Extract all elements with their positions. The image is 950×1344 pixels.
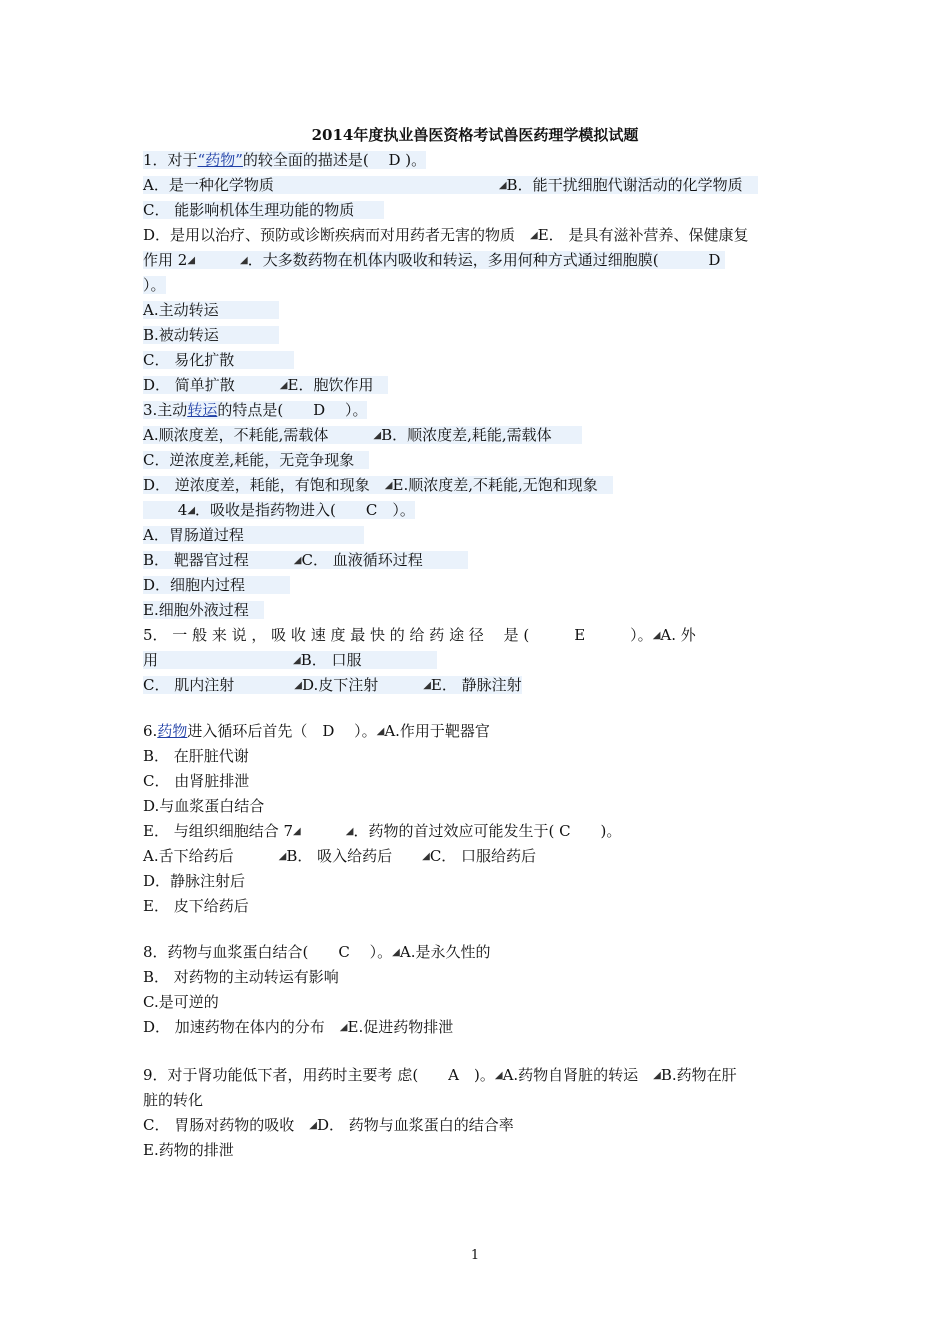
line-content (143, 301, 279, 319)
line-text (195, 251, 240, 269)
anchor-marker-icon: ◢ (652, 630, 661, 641)
line-text: E． 静脉注射 (430, 676, 522, 694)
line-text: B.被动转运 (143, 326, 279, 344)
line-content (143, 401, 367, 419)
document-title: 2014年度执业兽医资格考试兽医药理学模拟试题 (311, 126, 639, 144)
line-content (143, 1066, 737, 1084)
line-content (143, 476, 613, 494)
line-text: A．胃肠道过程 (143, 526, 364, 544)
text-line (143, 675, 522, 697)
line-content (143, 747, 249, 765)
text-line (143, 325, 279, 347)
line-text: A.顺浓度差，不耗能,需载体 (143, 426, 374, 444)
text-line (143, 175, 758, 197)
line-text: D．细胞内过程 (143, 576, 291, 594)
text-line (143, 400, 367, 422)
line-text: 用 (143, 651, 294, 669)
line-text: D． 逆浓度差，耗能，有饱和现象 (143, 476, 385, 494)
line-content (143, 993, 219, 1011)
line-text: D．是用以治疗、预防或诊断疾病而对用药者无害的物质 (143, 226, 531, 244)
line-text: A.主动转运 (143, 301, 279, 319)
anchor-marker-icon: ◢ (498, 180, 507, 191)
text-line (143, 375, 388, 397)
line-content (143, 351, 294, 369)
line-text: B． 吸入给药后 (286, 847, 423, 865)
anchor-marker-icon: ◢ (294, 680, 302, 691)
line-text: 5． 一 般 来 说 ， 吸 收 速 度 最 快 的 给 药 途 径 是 ( E ）。 (143, 626, 653, 644)
text-line (143, 550, 468, 572)
line-text (301, 822, 346, 840)
anchor-marker-icon: ◢ (422, 851, 430, 862)
line-content (143, 601, 264, 619)
line-content (143, 526, 364, 544)
text-line (143, 846, 536, 868)
line-content (143, 968, 339, 986)
line-content (143, 872, 245, 890)
line-text: D．静脉注射后 (143, 872, 246, 890)
line-content (143, 1116, 514, 1134)
text-line (143, 650, 437, 672)
line-content (143, 426, 582, 444)
line-text: 的较全面的描述是( D )。 (242, 151, 427, 169)
anchor-marker-icon: ◢ (376, 726, 385, 737)
line-text: D． 简单扩散 (143, 376, 280, 394)
anchor-marker-icon: ◢ (240, 255, 248, 266)
line-content (143, 722, 490, 740)
line-text: B．顺浓度差,耗能,需载体 (381, 426, 582, 444)
line-text: A.是永久性的 (399, 943, 491, 961)
line-text: A.舌下给药后 (143, 847, 279, 865)
hyperlink-text[interactable]: “药物” (197, 151, 243, 169)
line-content (143, 797, 264, 815)
line-content (143, 651, 437, 669)
line-content (143, 676, 522, 694)
line-text: D.与血浆蛋白结合 (143, 797, 265, 815)
line-text: 作用 2 (143, 251, 188, 269)
line-text: C． 由肾脏排泄 (143, 772, 250, 790)
anchor-marker-icon: ◢ (293, 826, 301, 837)
line-content (143, 772, 249, 790)
anchor-marker-icon: ◢ (494, 1070, 503, 1081)
line-text: A. 外 (660, 626, 696, 644)
line-text: C． 能影响机体生理功能的物质 (143, 201, 385, 219)
anchor-marker-icon: ◢ (530, 230, 538, 241)
line-text: B． 口服 (300, 651, 437, 669)
text-line (143, 575, 290, 597)
anchor-marker-icon: ◢ (339, 1022, 348, 1033)
line-text: ）。 (143, 276, 166, 294)
anchor-marker-icon: ◢ (293, 655, 301, 666)
line-text: B． 对药物的主动转运有影响 (143, 968, 339, 986)
line-content (143, 1018, 453, 1036)
text-line (143, 200, 384, 222)
line-content (143, 501, 415, 519)
anchor-marker-icon: ◢ (187, 255, 196, 266)
page-number: 1 (470, 1248, 480, 1263)
line-text: 3.主动 (143, 401, 188, 419)
line-text: C． 血液循环过程 (301, 551, 468, 569)
line-text: C． 肌内注射 (143, 676, 295, 694)
line-text: 4 (143, 501, 188, 519)
line-text: E．胞饮作用 (287, 376, 389, 394)
text-line (143, 1017, 453, 1039)
line-content (143, 451, 369, 469)
text-line (143, 425, 582, 447)
line-content (143, 847, 536, 865)
line-text: E.顺浓度差,不耗能,无饱和现象 (392, 476, 613, 494)
anchor-marker-icon: ◢ (279, 380, 288, 391)
text-line (143, 1140, 234, 1162)
anchor-marker-icon: ◢ (278, 851, 287, 862)
line-text: B．能干扰细胞代谢活动的化学物质 (506, 176, 758, 194)
line-text: 的特点是( D ）。 (217, 401, 368, 419)
anchor-marker-icon: ◢ (293, 555, 302, 566)
line-text: C． 胃肠对药物的吸收 (143, 1116, 310, 1134)
line-content (143, 176, 758, 194)
anchor-marker-icon: ◢ (653, 1070, 661, 1081)
line-text: B． 靶器官过程 (143, 551, 294, 569)
line-content (143, 376, 388, 394)
line-text: C.是可逆的 (143, 993, 219, 1011)
line-text: 进入循环后首先（ D ）。 (187, 722, 377, 740)
anchor-marker-icon: ◢ (373, 430, 382, 441)
text-line (143, 450, 369, 472)
text-line (143, 992, 219, 1014)
text-line (143, 300, 279, 322)
line-text: D.皮下注射 (301, 676, 424, 694)
text-line (143, 150, 426, 172)
text-line (143, 275, 166, 297)
line-text: C． 易化扩散 (143, 351, 295, 369)
line-text: 9．对于肾功能低下者，用药时主要考 虑( A )。 (143, 1066, 495, 1084)
line-text: ．吸收是指药物进入( C ）。 (195, 501, 415, 519)
text-line (143, 942, 490, 964)
line-text: C．逆浓度差,耗能，无竞争现象 (143, 451, 370, 469)
line-content (143, 576, 290, 594)
line-text: 脏的转化 (143, 1091, 204, 1109)
line-content (143, 276, 166, 294)
line-content (143, 251, 725, 269)
line-text: E． 与组织细胞结合 7 (143, 822, 294, 840)
text-line (143, 350, 294, 372)
line-text: A.药物自肾脏的转运 (502, 1066, 654, 1084)
text-line (143, 871, 245, 893)
line-content (143, 1141, 234, 1159)
line-content (143, 151, 426, 169)
text-line (143, 250, 725, 272)
line-content (143, 326, 279, 344)
line-content (143, 201, 384, 219)
anchor-marker-icon: ◢ (384, 480, 393, 491)
line-text: D． 加速药物在体内的分布 (143, 1018, 340, 1036)
text-line (143, 600, 264, 622)
line-content (143, 943, 490, 961)
text-line (143, 967, 339, 989)
text-line (143, 746, 249, 768)
line-text: E.药物的排泄 (143, 1141, 234, 1159)
text-line (143, 821, 621, 843)
text-line (143, 1065, 737, 1087)
anchor-marker-icon: ◢ (309, 1120, 317, 1131)
line-text: 8．药物与血浆蛋白结合( C ）。 (143, 943, 393, 961)
text-line (143, 625, 696, 647)
line-text: E． 是具有滋补营养、保健康复 (537, 226, 749, 244)
line-content (143, 897, 249, 915)
text-line (143, 1090, 203, 1112)
hyperlink-text[interactable]: 药物 (157, 722, 188, 740)
line-text: B． 在肝脏代谢 (143, 747, 249, 765)
anchor-marker-icon: ◢ (345, 826, 354, 837)
line-text: B.药物在肝 (660, 1066, 737, 1084)
text-line (143, 500, 415, 522)
text-line (143, 796, 264, 818)
anchor-marker-icon: ◢ (187, 505, 196, 516)
line-content (143, 551, 468, 569)
line-content (143, 1091, 203, 1109)
line-text: E． 皮下给药后 (143, 897, 249, 915)
anchor-marker-icon: ◢ (423, 680, 431, 691)
anchor-marker-icon: ◢ (392, 947, 400, 958)
line-content (143, 226, 748, 244)
text-line (143, 225, 748, 247)
text-line (143, 1115, 514, 1137)
line-text: D． 药物与血浆蛋白的结合率 (316, 1116, 514, 1134)
line-content (143, 822, 621, 840)
line-text: C． 口服给药后 (429, 847, 537, 865)
text-line (143, 896, 249, 918)
line-text: ．药物的首过效应可能发生于( C )。 (353, 822, 622, 840)
line-text: E.促进药物排泄 (347, 1018, 454, 1036)
line-text: ．大多数药物在机体内吸收和转运，多用何种方式通过细胞膜( D (247, 251, 726, 269)
line-content (143, 626, 696, 644)
text-line (143, 525, 364, 547)
line-text: E.细胞外液过程 (143, 601, 264, 619)
text-line (143, 475, 613, 497)
line-text: A.作用于靶器官 (384, 722, 490, 740)
question-number: 6. (143, 722, 158, 740)
hyperlink-text[interactable]: 转运 (187, 401, 218, 419)
text-line (143, 771, 249, 793)
line-text: A．是一种化学物质 (143, 176, 499, 194)
line-text: 1．对于 (143, 151, 198, 169)
text-line (143, 721, 490, 743)
